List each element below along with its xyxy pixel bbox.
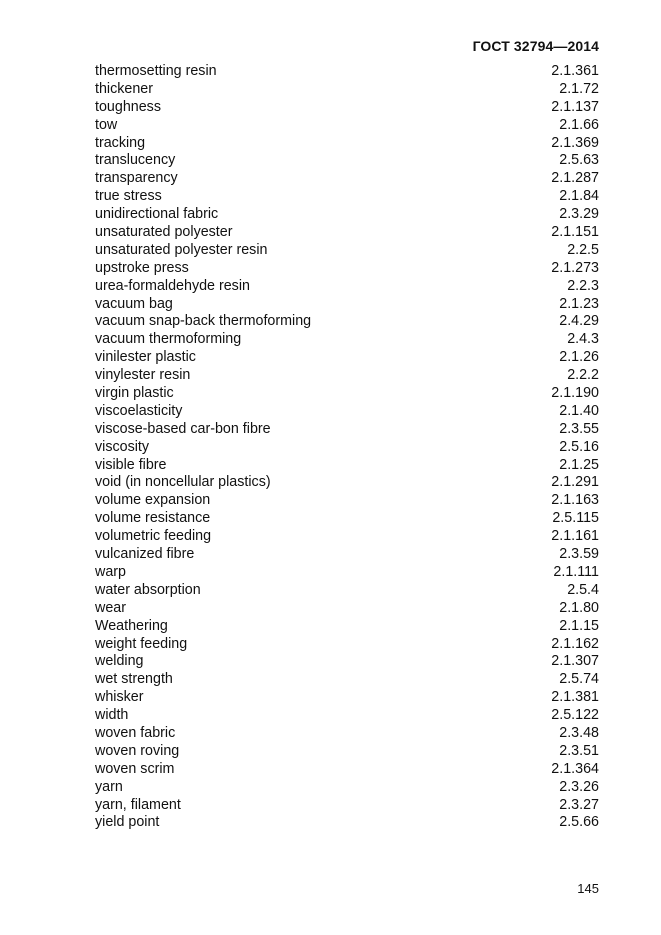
index-term: weight feeding <box>95 635 188 652</box>
index-term: woven roving <box>95 742 180 759</box>
index-term: yarn <box>95 778 123 795</box>
index-entry <box>95 296 599 314</box>
index-reference-number: 2.3.48 <box>559 724 599 741</box>
index-reference-number: 2.2.2 <box>567 367 599 384</box>
index-reference-number: 2.1.15 <box>559 617 599 634</box>
index-reference-number: 2.1.66 <box>559 116 599 133</box>
index-reference-number: 2.1.273 <box>551 259 599 276</box>
index-reference-number: 2.2.3 <box>567 277 599 294</box>
index-reference-number: 2.1.381 <box>551 689 599 706</box>
index-term: wet strength <box>95 671 173 688</box>
index-reference-number: 2.1.26 <box>559 349 599 366</box>
index-term: upstroke press <box>95 259 189 276</box>
index-term: void (in noncellular plastics) <box>95 474 271 491</box>
index-reference-number: 2.1.151 <box>551 224 599 241</box>
index-term: tracking <box>95 134 146 151</box>
index-term: tow <box>95 116 118 133</box>
index-reference-number: 2.4.29 <box>559 313 599 330</box>
index-term: yield point <box>95 814 160 831</box>
index-reference-number: 2.1.369 <box>551 134 599 151</box>
index-entry <box>95 260 599 278</box>
index-reference-number: 2.3.26 <box>559 778 599 795</box>
index-reference-number: 2.5.122 <box>551 707 599 724</box>
index-reference-number: 2.1.163 <box>551 492 599 509</box>
index-reference-number: 2.3.27 <box>559 796 599 813</box>
index-reference-number: 2.5.16 <box>559 438 599 455</box>
index-entry <box>95 81 599 99</box>
index-entry <box>95 206 599 224</box>
index-term: true stress <box>95 188 162 205</box>
index-reference-number: 2.3.29 <box>559 206 599 223</box>
index-reference-number: 2.1.287 <box>551 170 599 187</box>
index-term: unsaturated polyester resin <box>95 241 268 258</box>
index-entry <box>95 349 599 367</box>
index-entry <box>95 564 599 582</box>
index-reference-number: 2.3.55 <box>559 420 599 437</box>
index-entry <box>95 117 599 135</box>
index-reference-number: 2.1.80 <box>559 599 599 616</box>
index-entry <box>95 242 599 260</box>
index-term: vacuum thermoforming <box>95 331 242 348</box>
index-term: urea-formaldehyde resin <box>95 277 250 294</box>
index-entry <box>95 689 599 707</box>
index-entry <box>95 653 599 671</box>
index-term: width <box>95 707 129 724</box>
index-term: vinylester resin <box>95 367 191 384</box>
index-entry <box>95 63 599 81</box>
index-term: unidirectional fabric <box>95 206 219 223</box>
index-term: woven fabric <box>95 724 176 741</box>
index-entry <box>95 707 599 725</box>
index-term: volumetric feeding <box>95 528 212 545</box>
index-entry <box>95 779 599 797</box>
index-entry <box>95 331 599 349</box>
index-reference-number: 2.1.72 <box>559 80 599 97</box>
index-reference-number: 2.5.74 <box>559 671 599 688</box>
index-term: woven scrim <box>95 760 175 777</box>
index-reference-number: 2.1.111 <box>553 563 599 580</box>
index-reference-number: 2.4.3 <box>567 331 599 348</box>
index-term: viscosity <box>95 438 150 455</box>
index-reference-number: 2.1.190 <box>551 385 599 402</box>
index-reference-number: 2.1.361 <box>551 63 599 79</box>
document-header: ГОСТ 32794—2014 <box>472 38 599 54</box>
index-entry <box>95 618 599 636</box>
index-term: thickener <box>95 80 154 97</box>
index-entry <box>95 636 599 654</box>
index-term: unsaturated polyester <box>95 224 233 241</box>
index-term: thermosetting resin <box>95 63 217 79</box>
index-reference-number: 2.5.4 <box>567 581 599 598</box>
index-reference-number: 2.1.40 <box>559 402 599 419</box>
index-entry <box>95 367 599 385</box>
index-reference-number: 2.5.63 <box>559 152 599 169</box>
index-entry <box>95 188 599 206</box>
index-term: vinilester plastic <box>95 349 196 366</box>
index-reference-number: 2.1.307 <box>551 653 599 670</box>
index-entry <box>95 761 599 779</box>
index-term: vacuum snap-back thermoforming <box>95 313 312 330</box>
index-entry <box>95 313 599 331</box>
index-term: virgin plastic <box>95 385 174 402</box>
index-reference-number: 2.2.5 <box>567 241 599 258</box>
index-reference-number: 2.1.84 <box>559 188 599 205</box>
index-entry <box>95 421 599 439</box>
index-term: volume resistance <box>95 510 211 527</box>
index-reference-number: 2.3.59 <box>559 546 599 563</box>
index-reference-number: 2.1.25 <box>559 456 599 473</box>
index-entry <box>95 492 599 510</box>
index-term: translucency <box>95 152 176 169</box>
index-entry <box>95 457 599 475</box>
index-entry <box>95 582 599 600</box>
page-number: 145 <box>577 881 599 896</box>
index-term: warp <box>95 563 126 580</box>
index-entry <box>95 743 599 761</box>
index-entry <box>95 152 599 170</box>
index-entry <box>95 528 599 546</box>
index-term: toughness <box>95 98 161 115</box>
index-entry <box>95 600 599 618</box>
index-entry <box>95 99 599 117</box>
index-reference-number: 2.3.51 <box>559 742 599 759</box>
index-term: water absorption <box>95 581 201 598</box>
index-term: wear <box>95 599 126 616</box>
index-entry <box>95 510 599 528</box>
index-reference-number: 2.1.161 <box>551 528 599 545</box>
index-entry <box>95 797 599 815</box>
index-term: whisker <box>95 689 144 706</box>
index-reference-number: 2.1.137 <box>551 98 599 115</box>
index-term: welding <box>95 653 144 670</box>
index-term: vulcanized fibre <box>95 546 195 563</box>
index-entry <box>95 474 599 492</box>
index-entry <box>95 385 599 403</box>
index-term: transparency <box>95 170 178 187</box>
index-entry <box>95 403 599 421</box>
index-reference-number: 2.1.364 <box>551 760 599 777</box>
index-reference-number: 2.1.162 <box>551 635 599 652</box>
index-entry <box>95 170 599 188</box>
index-term: visible fibre <box>95 456 167 473</box>
index-term: yarn, filament <box>95 796 181 813</box>
index-entry <box>95 135 599 153</box>
index-entry <box>95 224 599 242</box>
index-term: Weathering <box>95 617 168 634</box>
index-reference-number: 2.1.23 <box>559 295 599 312</box>
alphabetical-index-list <box>95 63 599 832</box>
index-entry <box>95 546 599 564</box>
index-reference-number: 2.1.291 <box>551 474 599 491</box>
index-entry <box>95 725 599 743</box>
index-term: viscoelasticity <box>95 402 183 419</box>
index-term: viscose-based car-bon fibre <box>95 420 271 437</box>
index-entry <box>95 439 599 457</box>
index-entry <box>95 671 599 689</box>
index-entry <box>95 278 599 296</box>
index-entry <box>95 814 599 832</box>
index-reference-number: 2.5.66 <box>559 814 599 831</box>
index-reference-number: 2.5.115 <box>552 510 599 527</box>
index-term: vacuum bag <box>95 295 173 312</box>
index-term: volume expansion <box>95 492 211 509</box>
